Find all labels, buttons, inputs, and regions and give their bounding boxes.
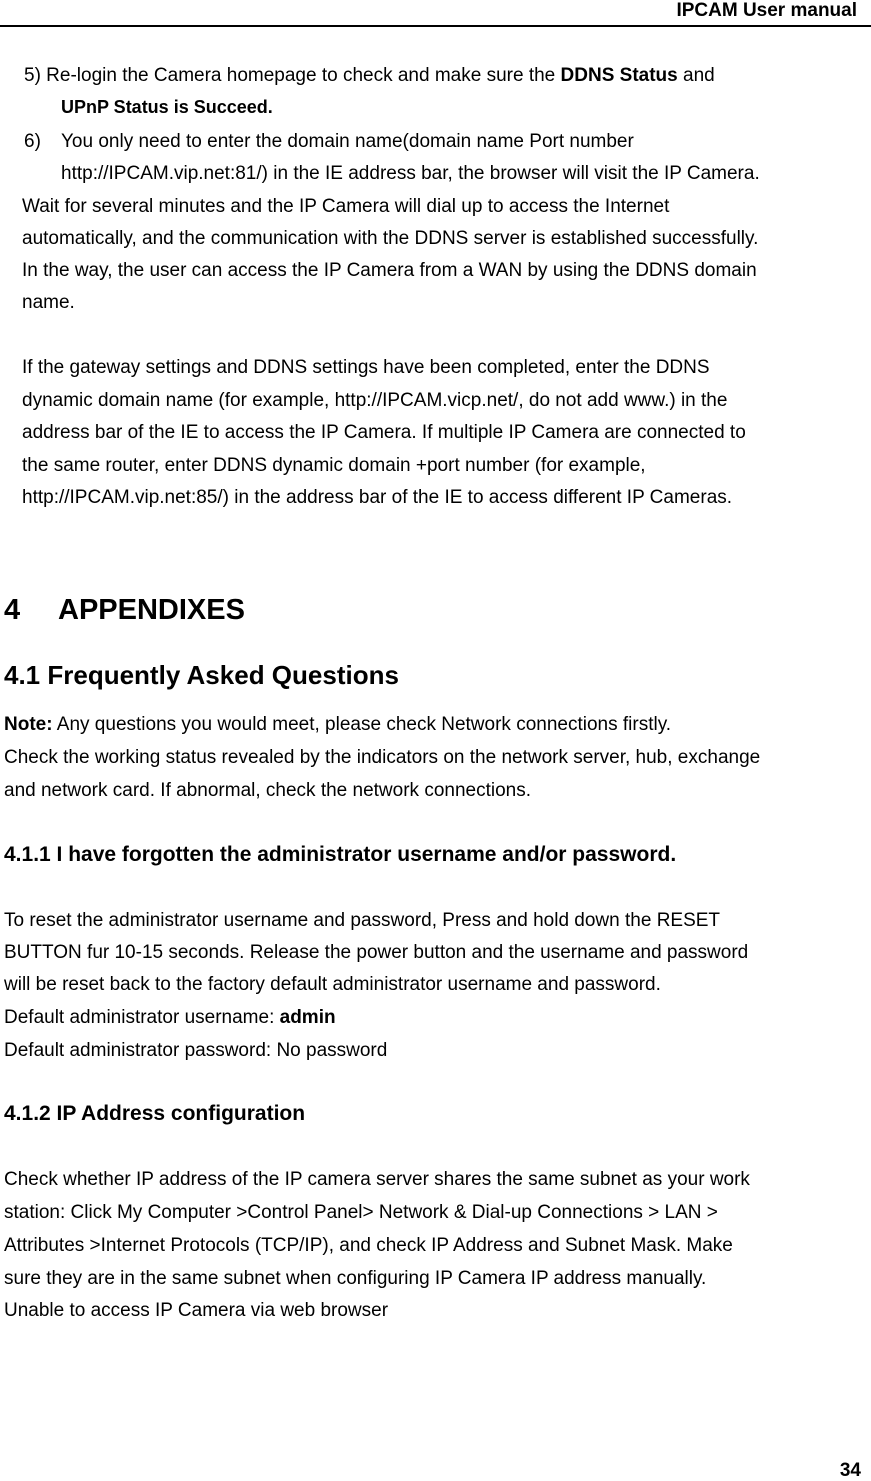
step-6-line-2: http://IPCAM.vip.net:81/) in the IE address bar, the browser will visit the IP Camera. [61, 163, 760, 184]
step-5-line-1 [24, 59, 715, 92]
step-6-line-1: You only need to enter the domain name(domain name Port number [61, 131, 634, 152]
ip-config-line-4: sure they are in the same subnet when configuring IP Camera IP address manually. [4, 1268, 707, 1289]
default-username-line [4, 1001, 336, 1034]
running-header-title: IPCAM User manual [676, 0, 857, 21]
step-6-number: 6) [24, 131, 41, 152]
note-line-2: Check the working status revealed by the indicators on the network server, hub, exchange [4, 747, 761, 768]
note-line-3: and network card. If abnormal, check the network connections. [4, 780, 531, 801]
gateway-line-3: address bar of the IE to access the IP Camera. If multiple IP Camera are connected to [22, 422, 746, 443]
wait-line-3: In the way, the user can access the IP Camera from a WAN by using the DDNS domain [22, 260, 757, 281]
step-5-and: and [677, 65, 715, 86]
reset-line-3: will be reset back to the factory default administrator username and password. [4, 974, 661, 995]
default-username-value: admin [279, 1007, 336, 1028]
ip-config-line-5: Unable to access IP Camera via web browser [4, 1300, 389, 1321]
gateway-line-4: the same router, enter DDNS dynamic domain +port number (for example, [22, 455, 646, 476]
wait-line-2: automatically, and the communication with the DDNS server is established successfully. [22, 228, 759, 249]
section-4-1-2-heading: 4.1.2 IP Address configuration [4, 1102, 306, 1125]
note-text: Any questions you would meet, please check Network connections firstly. [52, 714, 672, 735]
default-username-label: Default administrator username: [4, 1007, 280, 1028]
step-5-text: 5) Re-login the Camera homepage to check and make sure the [24, 65, 561, 86]
ddns-status-term: DDNS Status [560, 65, 678, 86]
header-divider [0, 25, 871, 27]
section-4-heading [4, 590, 245, 630]
gateway-line-5: http://IPCAM.vip.net:85/) in the address bar of the IE to access different IP Cameras. [22, 487, 733, 508]
ip-config-line-3: Attributes >Internet Protocols (TCP/IP), and check IP Address and Subnet Mask. Make [4, 1235, 733, 1256]
wait-line-1: Wait for several minutes and the IP Camera will dial up to access the Internet [22, 196, 670, 217]
note-line-1 [4, 708, 671, 741]
upnp-status-term: UPnP Status is Succeed. [61, 97, 273, 117]
ip-config-line-2: station: Click My Computer >Control Panel> Network & Dial-up Connections > LAN > [4, 1202, 718, 1223]
wait-line-4: name. [22, 292, 75, 313]
gateway-line-2: dynamic domain name (for example, http://IPCAM.vicp.net/, do not add www.) in the [22, 390, 728, 411]
section-4-1-heading: 4.1 Frequently Asked Questions [4, 660, 399, 690]
section-4-title: APPENDIXES [58, 594, 245, 626]
ip-config-line-1: Check whether IP address of the IP camera server shares the same subnet as your work [4, 1169, 750, 1190]
reset-line-1: To reset the administrator username and password, Press and hold down the RESET [4, 910, 721, 931]
note-label: Note: [4, 714, 53, 735]
page-number: 34 [839, 1460, 861, 1481]
gateway-line-1: If the gateway settings and DDNS settings have been completed, enter the DDNS [22, 357, 710, 378]
section-4-1-1-heading: 4.1.1 I have forgotten the administrator username and/or password. [4, 843, 677, 866]
default-password-line: Default administrator password: No password [4, 1040, 388, 1061]
reset-line-2: BUTTON fur 10-15 seconds. Release the power button and the username and password [4, 942, 749, 963]
section-4-number: 4 [4, 594, 21, 626]
